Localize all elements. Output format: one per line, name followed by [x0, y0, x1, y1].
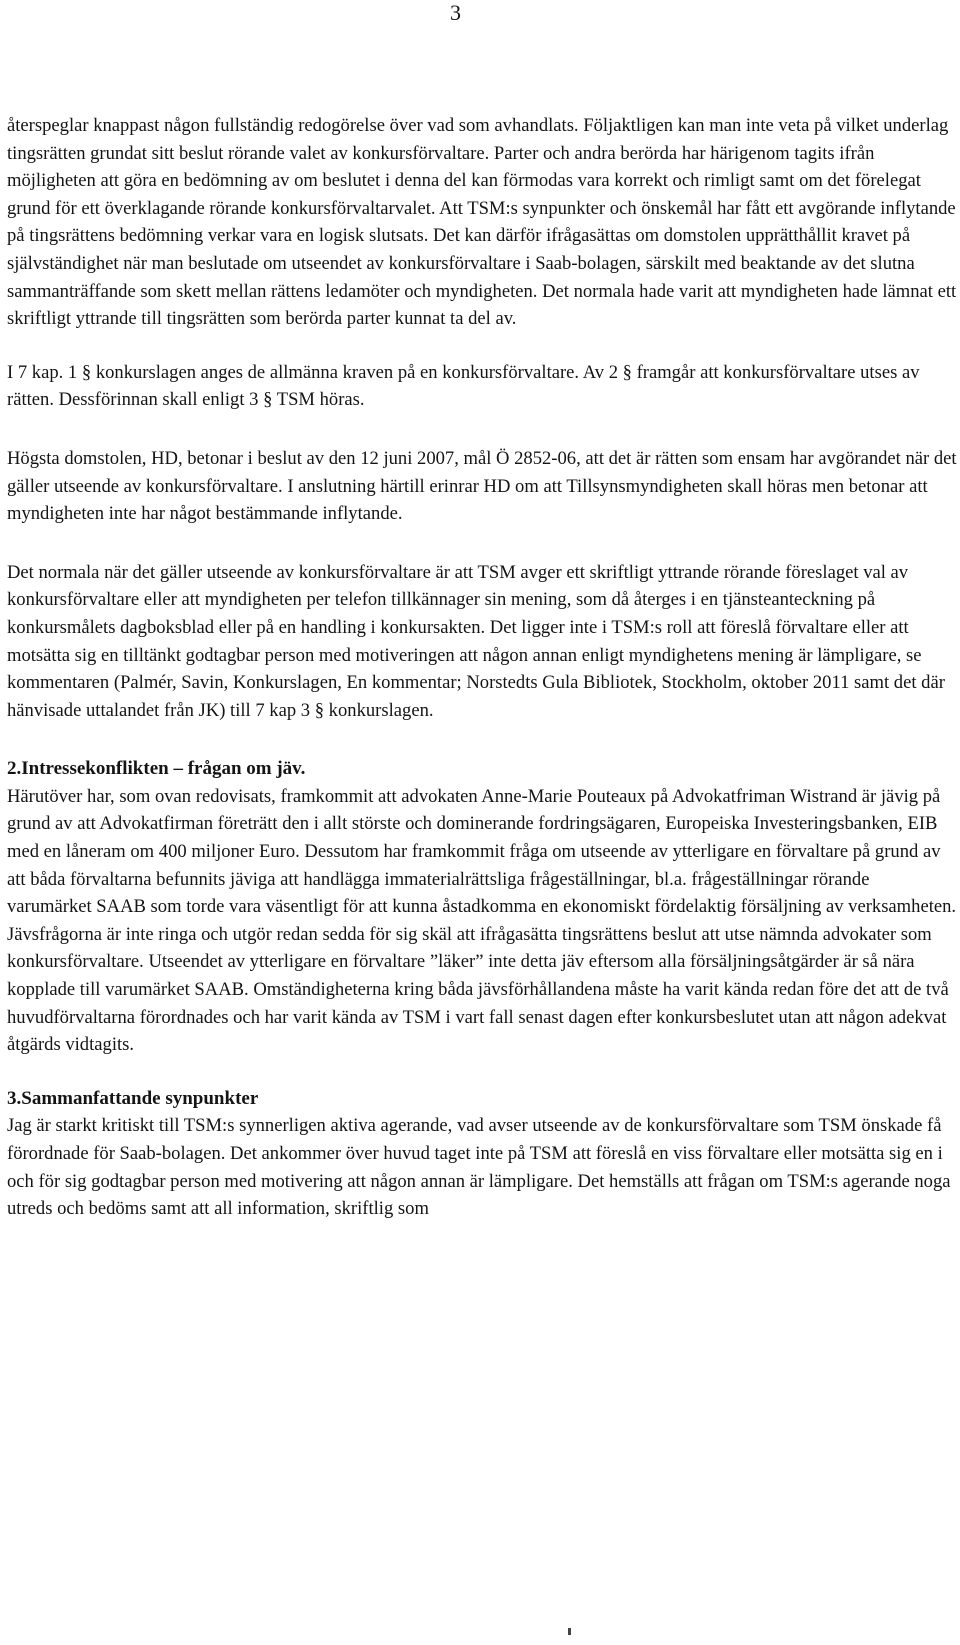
paragraph-1: återspeglar knappast någon fullständig redogörelse över vad som avhandlats. Följaktligen kan man inte veta på vilket underlag tingsrätten grundat sitt beslut rörande valet av konkursförvaltare. Parter och andra berörda har härigenom tagits ifrån möjligheten att göra en bedömning av om beslutet i denna del kan förmodas vara korrekt och rimligt samt om det förelegat grund för ett överklagande rörande konkursförvaltarvalet. Att TSM:s synpunkter och önskemål har fått ett avgörande inflytande på tingsrättens bedömning verkar vara en logisk slutsats. Det kan därför ifrågasättas om domstolen upprätthållit kravet på självständighet när man beslutade om utseendet av konkursförvaltare i Saab-bolagen, särskilt med beaktande av det slutna sammanträffande som skett mellan rättens ledamöter och myndigheten. Det normala hade varit att myndigheten hade lämnat ett skriftligt yttrande till tingsrätten som berörda parter kunnat ta del av.	[7, 115, 957, 330]
paragraph-2: I 7 kap. 1 § konkurslagen anges de allmänna kraven på en konkursförvaltare. Av 2 § framgår att konkursförvaltare utses av rätten. Dessförinnan skall enligt 3 § TSM höras.	[7, 361, 920, 411]
paragraph-5: Härutöver har, som ovan redovisats, framkommit att advokaten Anne-Marie Pouteaux på Advokatfriman Wistrand är jävig på grund av att Advokatfirman företrätt den i allt störste och dominerande fordringsägaren, Europeiska Investeringsbanken, EIB med en låneram om 400 miljoner Euro. Dessutom har framkommit fråga om utseende av ytterligare en förvaltare på grund av att båda förvaltarna befunnits jäviga att handlägga immaterialrättsliga frågeställningar, bl.a. frågeställningar rörande varumärket SAAB som torde vara väsentligt för att kunna åstadkomma en ekonomiskt fördelaktig försäljning av verksamheten. Jävsfrågorna är inte ringa och utgör redan sedda för sig skäl att ifrågasätta tingsrättens beslut att utse nämnda advokater som konkursförvaltare. Utseendet av ytterligare en förvaltare ”läker” inte detta jäv eftersom alla försäljningsåtgärder är så nära kopplade till varumärket SAAB. Omständigheterna kring båda jävsförhållandena måste ha varit kända redan före det att de två huvudförvaltarna förordnades och har varit kända av TSM i vart fall senast dagen efter konkursbeslutet utan att någon adekvat åtgärds vidtagits.	[7, 785, 957, 1056]
paragraph-4: Det normala när det gäller utseende av konkursförvaltare är att TSM avger ett skriftligt yttrande rörande föreslaget val av konkursförvaltare eller att myndigheten per telefon tillkännager sin mening, som då återges i en tjänsteanteckning på konkursmålets dagboksblad eller på en handling i konkursakten. Det ligger inte i TSM:s roll att föreslå förvaltare eller att motsätta sig en tilltänkt godtagbar person med motiveringen att någon annan enligt myndighetens mening är lämpligare, se kommentaren (Palmér, Savin, Konkurslagen, En kommentar; Norstedts Gula Bibliotek, Stockholm, oktober 2011 samt det där hänvisade uttalandet från JK) till 7 kap 3 § konkurslagen.	[7, 561, 945, 721]
section-heading-3: 3.Sammanfattande synpunkter	[7, 1087, 259, 1109]
page-number: 3	[450, 0, 461, 25]
document-body	[7, 112, 957, 1247]
paragraph-6: Jag är starkt kritiskt till TSM:s synnerligen aktiva agerande, vad avser utseende av de konkursförvaltare som TSM önskade få förordnade för Saab-bolagen. Det ankommer över huvud taget inte på TSM att föreslå en viss förvaltare eller motsätta sig en i och för sig godtagbar person med motivering att någon annan är lämpligare. Det hemställs att frågan om TSM:s agerande noga utreds och bedöms samt att all information, skriftlig som	[7, 1115, 951, 1220]
scan-mark	[568, 1628, 571, 1635]
paragraph-3: Högsta domstolen, HD, betonar i beslut av den 12 juni 2007, mål Ö 2852-06, att det är rätten som ensam har avgörandet när det gäller utseende av konkursförvaltare. I anslutning härtill erinrar HD om att Tillsynsmyndigheten skall höras men betonar att myndigheten inte har något bestämmande inflytande.	[7, 447, 957, 525]
section-heading-2: 2.Intressekonflikten – frågan om jäv.	[7, 758, 306, 780]
